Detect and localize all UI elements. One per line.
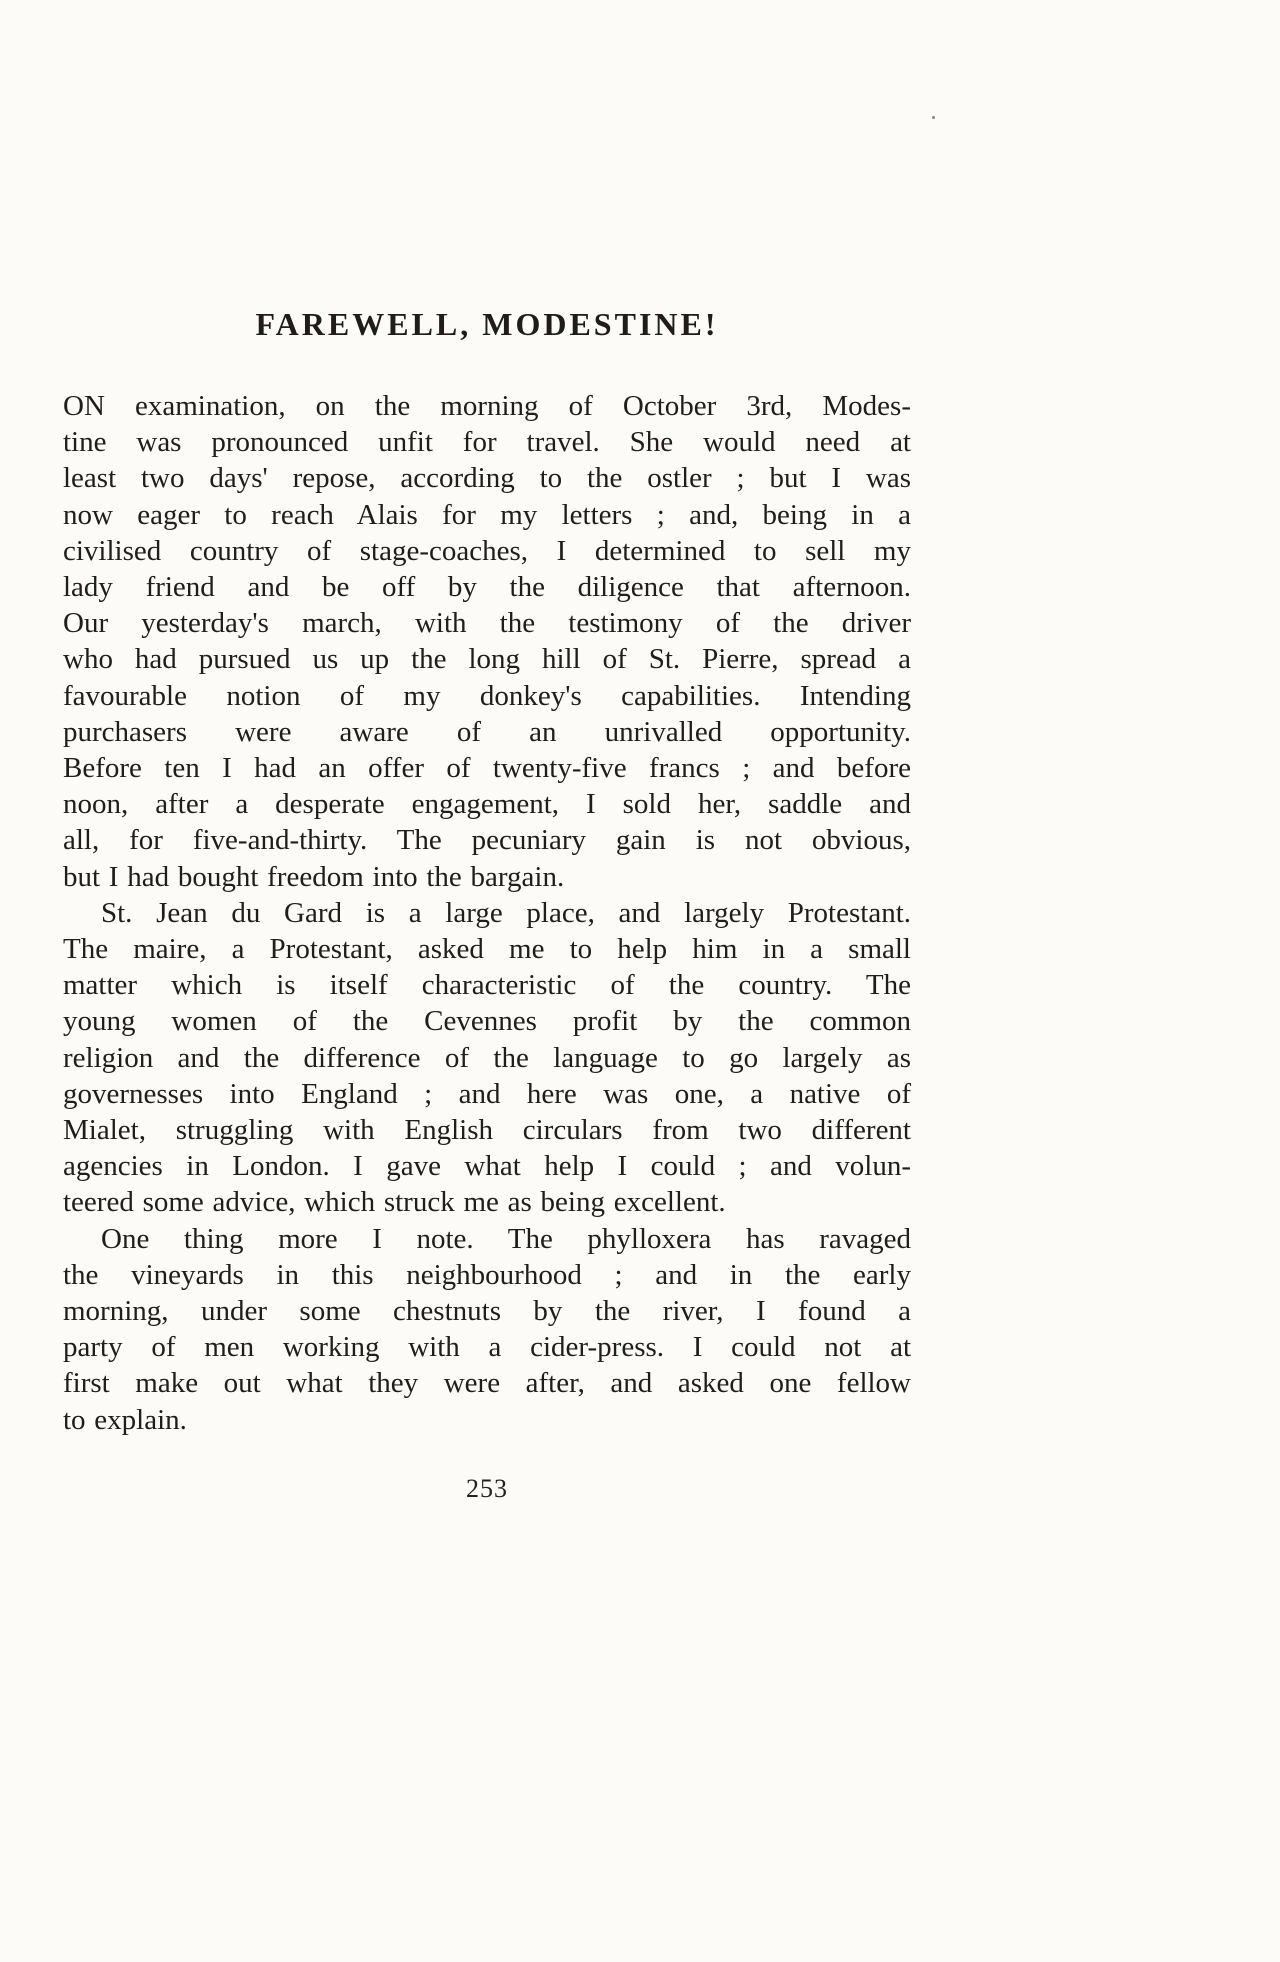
text-line: morning, under some chestnuts by the river, I found a [63,1295,911,1328]
text-line: ON examination, on the morning of October 3rd, Modes- [63,390,911,422]
text-line: purchasers were aware of an unrivalled opportunity. [63,715,911,748]
text-line: the vineyards in this neighbourhood ; and in the early [63,1258,911,1291]
text-line: One thing more I note. The phylloxera has ravaged [101,1222,911,1255]
text-line: Mialet, struggling with English circulars from two different [63,1114,911,1147]
text-line: who had pursued us up the long hill of St. Pierre, spread a [63,643,911,676]
text-line: civilised country of stage-coaches, I determined to sell my [63,534,911,567]
text-line: governesses into England ; and here was one, a native of [63,1077,911,1110]
text-line: party of men working with a cider-press. I could not at [63,1331,911,1364]
chapter-title: FAREWELL, MODESTINE! [255,306,719,342]
text-line: favourable notion of my donkey's capabilities. Intending [63,679,911,712]
text-line: least two days' repose, according to the ostler ; but I was [63,462,911,495]
scan-artifact [932,116,935,119]
text-line: Our yesterday's march, with the testimony of the driver [63,607,911,640]
text-line: all, for five-and-thirty. The pecuniary gain is not obvious, [63,824,911,857]
text-line: lady friend and be off by the diligence that afternoon. [63,571,911,604]
text-line: to explain. [63,1403,187,1436]
text-line: agencies in London. I gave what help I could ; and volun- [63,1150,911,1183]
body-text [63,388,911,1438]
text-line: young women of the Cevennes profit by the common [63,1005,911,1038]
text-line: Before ten I had an offer of twenty-five francs ; and before [63,752,911,785]
text-line: religion and the difference of the language to go largely as [63,1041,911,1074]
text-line: now eager to reach Alais for my letters ; and, being in a [63,498,911,531]
text-line: tine was pronounced unfit for travel. She would need at [63,426,911,459]
text-line: matter which is itself characteristic of the country. The [63,969,911,1002]
text-line: teered some advice, which struck me as being excellent. [63,1186,726,1219]
text-line: St. Jean du Gard is a large place, and largely Protestant. [101,896,911,929]
text-line: but I had bought freedom into the bargain. [63,860,565,893]
text-line: The maire, a Protestant, asked me to help him in a small [63,933,911,966]
page-number: 253 [466,1474,508,1503]
text-line: first make out what they were after, and asked one fellow [63,1367,911,1400]
text-line: noon, after a desperate engagement, I sold her, saddle and [63,788,911,821]
